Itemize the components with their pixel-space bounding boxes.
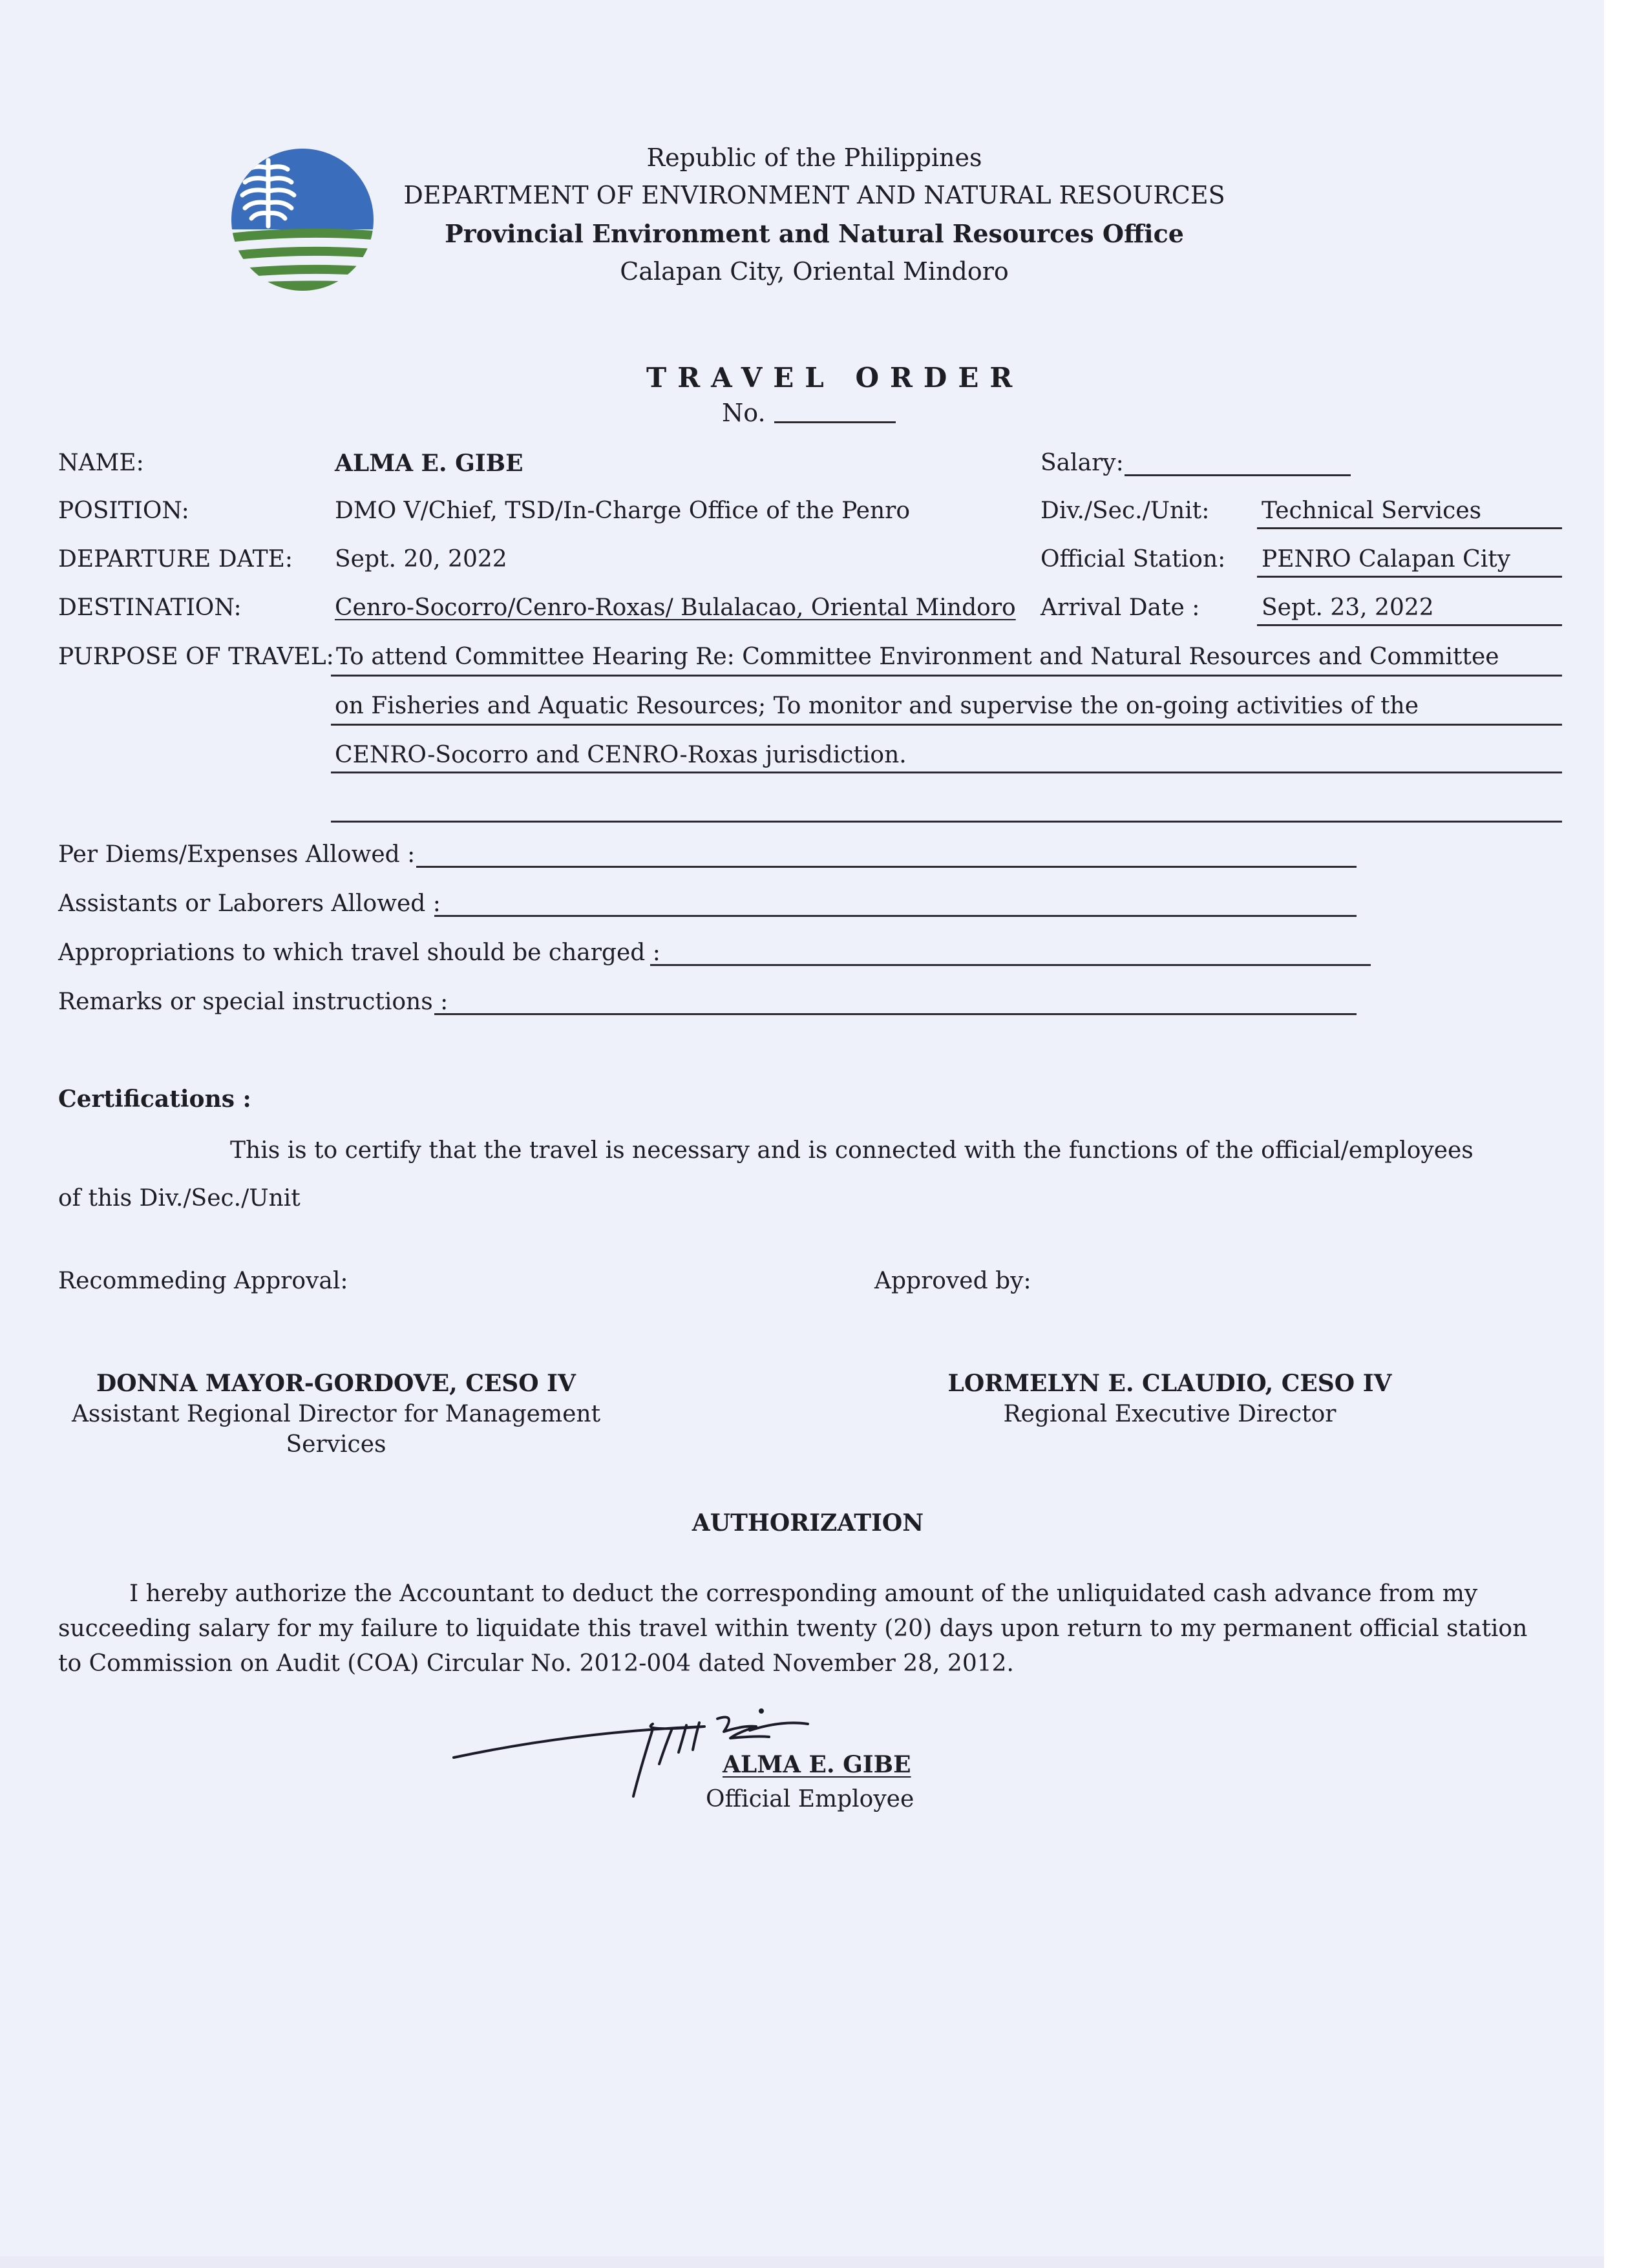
authorization-line-3: to Commission on Audit (COA) Circular No. 2012-004 dated November 28, 2012.	[58, 1650, 1014, 1677]
republic-line: Republic of the Philippines	[646, 143, 982, 172]
purpose-line-1: To attend Committee Hearing Re: Committee Environment and Natural Resources and Committee	[336, 644, 1499, 670]
approved-by-label: Approved by:	[874, 1268, 1031, 1294]
destination-value: Cenro-Socorro/Cenro-Roxas/ Bulalacao, Oriental Mindoro	[335, 594, 1016, 621]
destination-label: DESTINATION:	[58, 594, 242, 621]
station-field-line	[1257, 576, 1562, 578]
division-value: Technical Services	[1262, 498, 1482, 524]
division-field-line	[1257, 527, 1562, 529]
position-value: DMO V/Chief, TSD/In-Charge Office of the Penro	[335, 498, 911, 524]
approver-title: Regional Executive Director	[1003, 1401, 1336, 1427]
recommender-block	[58, 1370, 614, 1458]
name-label: NAME:	[58, 450, 144, 476]
departure-label: DEPARTURE DATE:	[58, 546, 293, 572]
assistants-field-line	[434, 915, 1357, 917]
station-label: Official Station:	[1041, 546, 1226, 572]
position-label: POSITION:	[58, 498, 189, 524]
certification-text-1: This is to certify that the travel is necessary and is connected with the functions of the official/employees	[230, 1137, 1474, 1164]
purpose-label: PURPOSE OF TRAVEL:	[58, 644, 334, 670]
certifications-heading: Certifications :	[58, 1086, 251, 1113]
signatory-name: ALMA E. GIBE	[723, 1751, 911, 1778]
authorization-line-1: I hereby authorize the Accountant to deduct the corresponding amount of the unliquidated cash advance from my	[129, 1580, 1478, 1607]
approver-block	[905, 1370, 1435, 1427]
assistants-label: Assistants or Laborers Allowed :	[58, 890, 441, 917]
name-value: ALMA E. GIBE	[335, 450, 523, 477]
authorization-line-2: succeeding salary for my failure to liquidate this travel within twenty (20) days upon return to my permanent official station	[58, 1615, 1528, 1642]
purpose-rule-2	[331, 724, 1562, 726]
arrival-value: Sept. 23, 2022	[1262, 594, 1434, 621]
purpose-rule-3	[331, 772, 1562, 773]
office-line: Provincial Environment and Natural Resources Office	[445, 219, 1184, 248]
appropriations-field-line	[650, 964, 1371, 966]
purpose-rule-4	[331, 821, 1562, 823]
appropriations-label: Appropriations to which travel should be charged :	[58, 940, 660, 966]
number-field-line	[774, 421, 896, 423]
denr-seal-icon	[223, 149, 382, 291]
purpose-line-3: CENRO-Socorro and CENRO-Roxas jurisdiction.	[335, 742, 907, 768]
per-diems-field-line	[416, 866, 1357, 868]
location-line: Calapan City, Oriental Mindoro	[620, 257, 1009, 286]
recommender-title-2: Services	[286, 1431, 386, 1458]
recommending-approval-label: Recommeding Approval:	[58, 1268, 348, 1294]
salary-label: Salary:	[1041, 450, 1124, 476]
remarks-field-line	[434, 1013, 1357, 1015]
department-line: DEPARTMENT OF ENVIRONMENT AND NATURAL RESOURCES	[403, 181, 1225, 209]
number-label: No.	[722, 399, 766, 427]
station-value: PENRO Calapan City	[1262, 546, 1511, 572]
recommender-name: DONNA MAYOR-GORDOVE, CESO IV	[96, 1370, 576, 1397]
certification-text-2: of this Div./Sec./Unit	[58, 1185, 301, 1212]
purpose-line-2: on Fisheries and Aquatic Resources; To monitor and supervise the on-going activities of the	[335, 693, 1419, 719]
arrival-label: Arrival Date :	[1041, 594, 1200, 621]
division-label: Div./Sec./Unit:	[1041, 498, 1210, 524]
remarks-label: Remarks or special instructions :	[58, 989, 449, 1015]
salary-field-line	[1125, 474, 1351, 476]
arrival-field-line	[1257, 624, 1562, 626]
scan-edge	[1604, 0, 1648, 2268]
recommender-title-1: Assistant Regional Director for Management	[71, 1401, 601, 1427]
signatory-title: Official Employee	[706, 1786, 914, 1812]
page-title: TRAVEL ORDER	[646, 362, 1024, 394]
purpose-rule-1	[331, 675, 1562, 677]
departure-value: Sept. 20, 2022	[335, 546, 507, 572]
per-diems-label: Per Diems/Expenses Allowed :	[58, 841, 416, 868]
approver-name: LORMELYN E. CLAUDIO, CESO IV	[947, 1370, 1392, 1397]
authorization-heading: AUTHORIZATION	[692, 1509, 924, 1537]
